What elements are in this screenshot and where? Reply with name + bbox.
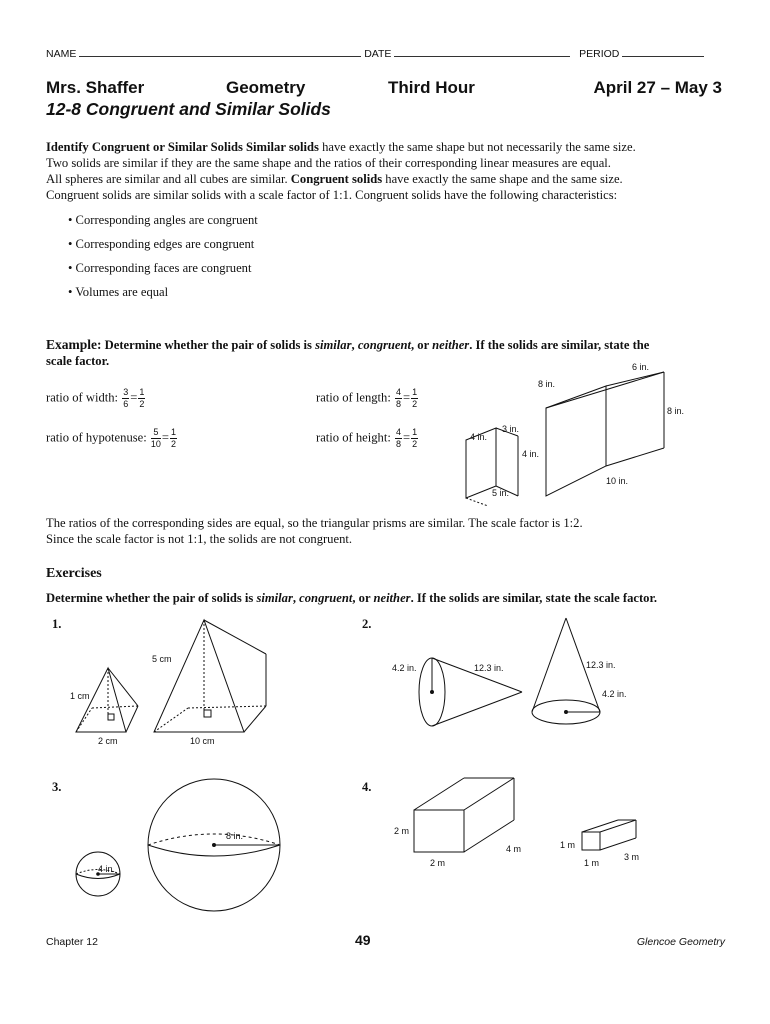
- large-top-label: 6 in.: [632, 362, 650, 372]
- fraction: [170, 427, 177, 450]
- date-label: DATE: [364, 48, 392, 60]
- exercise-4-prisms: [384, 772, 664, 872]
- footer-publisher: Glencoe Geometry: [636, 936, 725, 948]
- exercises-prompt: [46, 591, 657, 606]
- radius-b-label: 4.2 in.: [602, 689, 627, 699]
- term-congruent-solids: Congruent solids: [290, 172, 383, 186]
- fraction: [138, 387, 145, 410]
- small-box: [582, 820, 636, 850]
- length-b-label: 3 m: [624, 852, 640, 862]
- teacher-name: Mrs. Shaffer: [46, 78, 145, 97]
- exercise-number-2: 2.: [362, 617, 372, 631]
- large-base-label: 10 cm: [190, 736, 215, 746]
- denominator: 2: [171, 439, 177, 449]
- exercises-comma-2: , or: [352, 591, 374, 605]
- lesson-title: 12-8 Congruent and Similar Solids: [46, 99, 331, 119]
- example-neither: neither: [432, 338, 470, 352]
- slant-b-label: 12.3 in.: [586, 660, 616, 670]
- class-hour: Third Hour: [388, 78, 475, 97]
- height-label: 1 cm: [70, 691, 90, 701]
- equals-sign: =: [130, 390, 138, 405]
- list-item: • Corresponding edges are congruent: [68, 237, 255, 251]
- exercises-prompt-a: Determine whether the pair of solids is: [46, 591, 257, 605]
- name-label: NAME: [46, 48, 77, 60]
- fraction: [411, 427, 418, 450]
- small-right-label: 4 in.: [522, 449, 540, 459]
- denominator: 2: [412, 399, 418, 409]
- numerator: 4: [396, 387, 402, 397]
- small-left-label: 4 in.: [470, 432, 488, 442]
- equals-sign: =: [403, 390, 411, 405]
- large-pyramid: [154, 620, 266, 732]
- exercises-neither: neither: [373, 591, 411, 605]
- fraction: [122, 387, 129, 410]
- list-item: • Corresponding angles are congruent: [68, 213, 258, 227]
- exercises-similar: similar: [256, 591, 293, 605]
- length-a-label: 4 m: [506, 844, 522, 854]
- exercises-congruent: congruent: [299, 591, 353, 605]
- example-prisms-figure: [460, 356, 700, 506]
- date-field[interactable]: [394, 46, 570, 57]
- fraction: [395, 427, 402, 450]
- center-dot: [212, 843, 216, 847]
- ratio-hypotenuse-label: ratio of hypotenuse:: [46, 430, 147, 445]
- ratio-height-label: ratio of height:: [316, 430, 391, 445]
- intro-line-3b: have exactly the same shape and the same size.: [382, 172, 623, 186]
- example-similar: similar: [315, 338, 352, 352]
- numerator: 5: [151, 427, 161, 439]
- small-radius-label: 4 in.: [98, 864, 116, 874]
- equals-sign: =: [403, 430, 411, 445]
- width-b-label: 1 m: [584, 858, 600, 868]
- subject: Geometry: [226, 78, 306, 97]
- large-right-label: 8 in.: [667, 406, 685, 416]
- example-prompt-b: . If the solids are similar, state the: [469, 338, 650, 352]
- example-congruent: congruent: [357, 338, 411, 352]
- large-box: [414, 778, 514, 852]
- denominator: 8: [396, 399, 402, 409]
- numerator: 1: [412, 387, 418, 397]
- fraction: [411, 387, 418, 410]
- width-a-label: 2 m: [430, 858, 446, 868]
- example-comma-1: ,: [351, 338, 358, 352]
- intro-line-1: have exactly the same shape but not necessarily the same size.: [318, 140, 636, 154]
- exercise-3-spheres: [64, 775, 294, 915]
- upright-cone: [532, 618, 600, 724]
- exercise-number-4: 4.: [362, 780, 372, 794]
- list-item: • Volumes are equal: [68, 285, 169, 299]
- period-field[interactable]: [622, 46, 704, 57]
- small-base-label: 2 cm: [98, 736, 118, 746]
- period-label: PERIOD: [579, 48, 620, 60]
- intro-line-3a: All spheres are similar and all cubes are similar.: [46, 172, 291, 186]
- large-bottom-label: 10 in.: [606, 476, 629, 486]
- intro-line-2: Two solids are similar if they are the same shape and the ratios of their corresponding linear measures are equal.: [46, 156, 611, 170]
- conclusion-line-2: Since the scale factor is not 1:1, the solids are not congruent.: [46, 532, 353, 546]
- center-dot: [564, 710, 568, 714]
- exercises-heading: Exercises: [46, 566, 102, 581]
- denominator: 2: [139, 399, 145, 409]
- denominator: 6: [123, 399, 129, 409]
- conclusion-line-1: The ratios of the corresponding sides are equal, so the triangular prisms are similar. The scale factor is 1:2.: [46, 516, 583, 530]
- fraction: [395, 387, 402, 410]
- exercise-2-cones: [384, 612, 644, 742]
- ratio-height: [316, 427, 419, 450]
- height-b-label: 1 m: [560, 840, 576, 850]
- characteristics-list: [68, 213, 258, 309]
- example-comma-2: , or: [411, 338, 433, 352]
- denominator: 8: [396, 439, 402, 449]
- term-similar-solids: Similar solids: [246, 140, 319, 154]
- numerator: 1: [171, 427, 177, 437]
- example-conclusion: [46, 515, 583, 547]
- ratio-width: [46, 387, 146, 410]
- footer-chapter: Chapter 12: [46, 936, 98, 948]
- name-field[interactable]: [79, 46, 361, 57]
- example-label: Example:: [46, 337, 102, 352]
- example-prompt-c: scale factor.: [46, 354, 110, 368]
- radius-a-label: 4.2 in.: [392, 663, 417, 673]
- large-prism: [546, 372, 664, 496]
- date-range: April 27 – May 3: [593, 78, 722, 97]
- ratio-width-label: ratio of width:: [46, 390, 119, 405]
- footer-page-number: 49: [355, 932, 371, 948]
- ratio-hypotenuse: [46, 427, 178, 450]
- ratio-length-label: ratio of length:: [316, 390, 391, 405]
- numerator: 1: [139, 387, 145, 397]
- denominator: 10: [150, 439, 161, 449]
- horizontal-cone: [419, 658, 522, 726]
- slant-a-label: 12.3 in.: [474, 663, 504, 673]
- numerator: 3: [123, 387, 129, 397]
- ratio-length: [316, 387, 419, 410]
- exercises-comma-1: ,: [292, 591, 300, 605]
- exercise-number-3: 3.: [52, 780, 62, 794]
- numerator: 4: [396, 427, 402, 437]
- center-dot: [430, 690, 434, 694]
- exercise-1-pyramids: [64, 612, 294, 752]
- exercises-prompt-b: . If the solids are similar, state the scale factor.: [410, 591, 658, 605]
- numerator: 1: [412, 427, 418, 437]
- small-bottom-label: 5 in.: [492, 488, 510, 498]
- name-date-period-line: [46, 46, 704, 60]
- equals-sign: =: [161, 430, 170, 445]
- slant-label: 5 cm: [152, 654, 172, 664]
- large-radius-label: 8 in.: [226, 831, 244, 841]
- example-prompt-a: Determine whether the pair of solids is: [101, 338, 316, 352]
- denominator: 2: [412, 439, 418, 449]
- height-a-label: 2 m: [394, 826, 410, 836]
- exercise-number-1: 1.: [52, 617, 62, 631]
- fraction: [151, 427, 161, 450]
- large-left-label: 8 in.: [538, 379, 556, 389]
- small-top-label: 3 in.: [502, 424, 520, 434]
- list-item: • Corresponding faces are congruent: [68, 261, 252, 275]
- intro-heading: Identify Congruent or Similar Solids: [46, 140, 243, 154]
- intro-paragraph: [46, 139, 736, 203]
- intro-line-4: Congruent solids are similar solids with a scale factor of 1:1. Congruent solids have the following characteristics:: [46, 188, 618, 202]
